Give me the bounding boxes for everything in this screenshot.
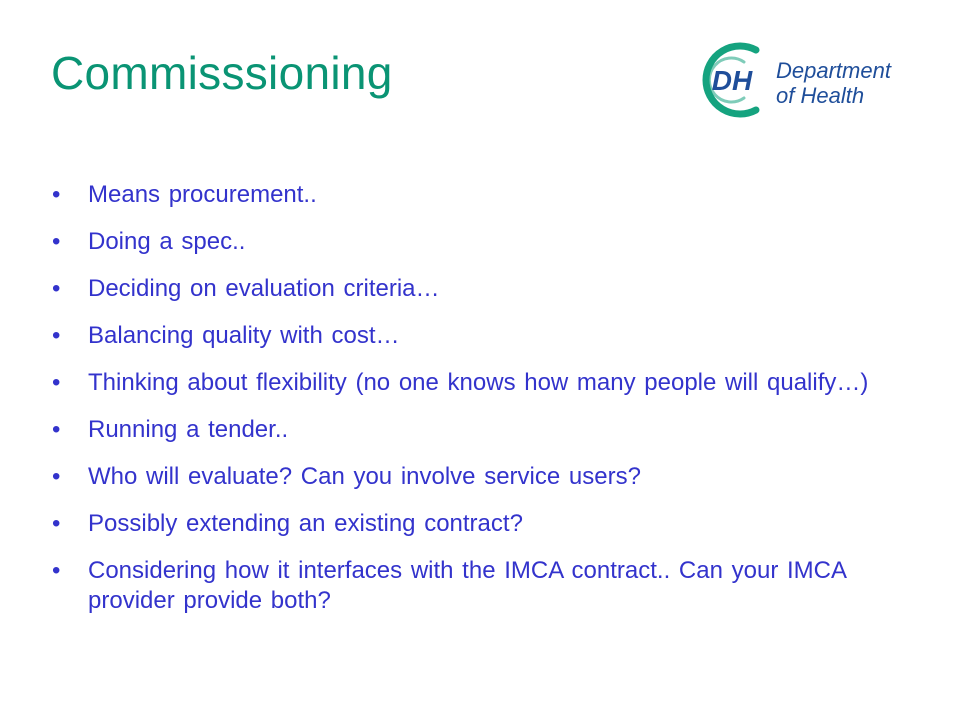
bullet-text: Balancing quality with cost…: [88, 322, 400, 349]
bullet-text: Thinking about flexibility (no one knows how many people will qualify…): [88, 369, 869, 396]
bullet-item: [52, 274, 922, 304]
bullet-item: [52, 462, 922, 492]
department-of-health-logo: [694, 40, 924, 120]
bullet-dot-icon: •: [52, 322, 61, 349]
bullet-item: [52, 415, 922, 445]
bullet-text: Deciding on evaluation criteria…: [88, 275, 440, 302]
bullet-dot-icon: •: [52, 510, 61, 537]
bullet-item: [52, 227, 922, 257]
bullet-item: [52, 368, 922, 398]
bullet-text: Considering how it interfaces with the IMCA contract.. Can your IMCA provider provide both?: [88, 557, 846, 614]
bullet-text: Who will evaluate? Can you involve service users?: [88, 463, 641, 490]
bullet-text: Doing a spec..: [88, 228, 246, 255]
slide-title: Commisssioning: [51, 47, 393, 99]
bullet-dot-icon: •: [52, 369, 61, 396]
bullet-text: Possibly extending an existing contract?: [88, 510, 523, 537]
bullet-dot-icon: •: [52, 181, 61, 208]
bullet-item: [52, 509, 922, 539]
bullet-item: [52, 321, 922, 351]
bullet-text: Means procurement..: [88, 181, 317, 208]
bullet-dot-icon: •: [52, 416, 61, 443]
logo-line-2: of Health: [776, 83, 865, 108]
bullet-item: [52, 556, 922, 616]
logo-abbr: DH: [711, 65, 753, 96]
bullet-dot-icon: •: [52, 463, 61, 490]
bullet-dot-icon: •: [52, 275, 61, 302]
bullet-list: [52, 180, 922, 633]
bullet-text: Running a tender..: [88, 416, 289, 443]
dh-logo-icon: [706, 46, 756, 114]
bullet-dot-icon: •: [52, 228, 61, 255]
logo-line-1: Department: [776, 58, 891, 83]
bullet-item: [52, 180, 922, 210]
bullet-dot-icon: •: [52, 557, 61, 584]
